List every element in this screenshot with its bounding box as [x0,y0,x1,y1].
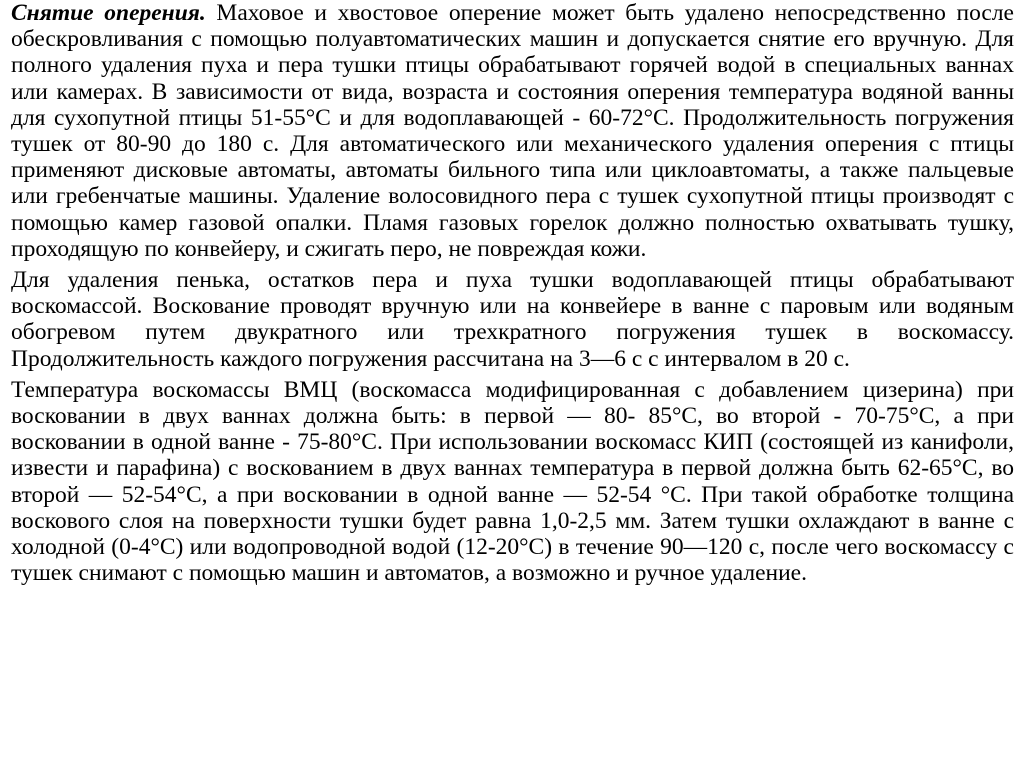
paragraph-text: Для удаления пенька, остатков пера и пуха тушки водоплавающей птицы обрабатывают воскомассой. Воскование проводят вручную или на конвейере в ванне с паровым или водяным обогревом путем двукратного или трехкратного погружения тушек в воскомассу. Продолжительность каждого погружения рассчитана на 3—6 с с интервалом в 20 с. [11,267,1014,372]
paragraph-wax-temperature [11,377,1014,587]
paragraph-wax-treatment [11,267,1014,372]
document-page [11,0,1014,586]
section-heading: Снятие оперения. [11,0,206,26]
paragraph-text: Температура воскомассы ВМЦ (воскомасса модифицированная с добавлением цизерина) при восковании в двух ваннах должна быть: в первой — 80- 85°С, во второй - 70-75°С, а при восковании в одной ванне - 75-80°С. При использовании воскомасс КИП (состоящей из канифоли, извести и парафина) с воскованием в двух ваннах температура в первой должна быть 62-65°С, во второй — 52-54°С, а при восковании в одной ванне — 52-54 °С. При такой обработке толщина воскового слоя на поверхности тушки будет равна 1,0-2,5 мм. Затем тушки охлаждают в ванне с холодной (0-4°С) или водопроводной водой (12-20°С) в течение 90—120 с, после чего воскомассу с тушек снимают с помощью машин и автоматов, а возможно и ручное удаление. [11,376,1014,587]
paragraph-text: Маховое и хвостовое оперение может быть удалено непосредственно после обескровливания с помощью полуавтоматических машин и допускается снятие его вручную. Для полного удаления пуха и пера тушки птицы обрабатывают горячей водой в специальных ваннах или камерах. В зависимости от вида, возраста и состояния оперения температура водяной ванны для сухопутной птицы 51-55°С и для водоплавающей - 60-72°С. Продолжительность погружения тушек от 80-90 до 180 с. Для автоматического или механического удаления оперения с птицы применяют дисковые автоматы, автоматы бильного типа или циклоавтоматы, а также пальцевые или гребенчатые машины. Удаление волосовидного пера с тушек сухопутной птицы производят с помощью камер газовой опалки. Пламя газовых горелок должно полностью охватывать тушку, проходящую по конвейеру, и сжигать перо, не повреждая кожи. [11,0,1014,262]
paragraph-defeathering [11,0,1014,262]
